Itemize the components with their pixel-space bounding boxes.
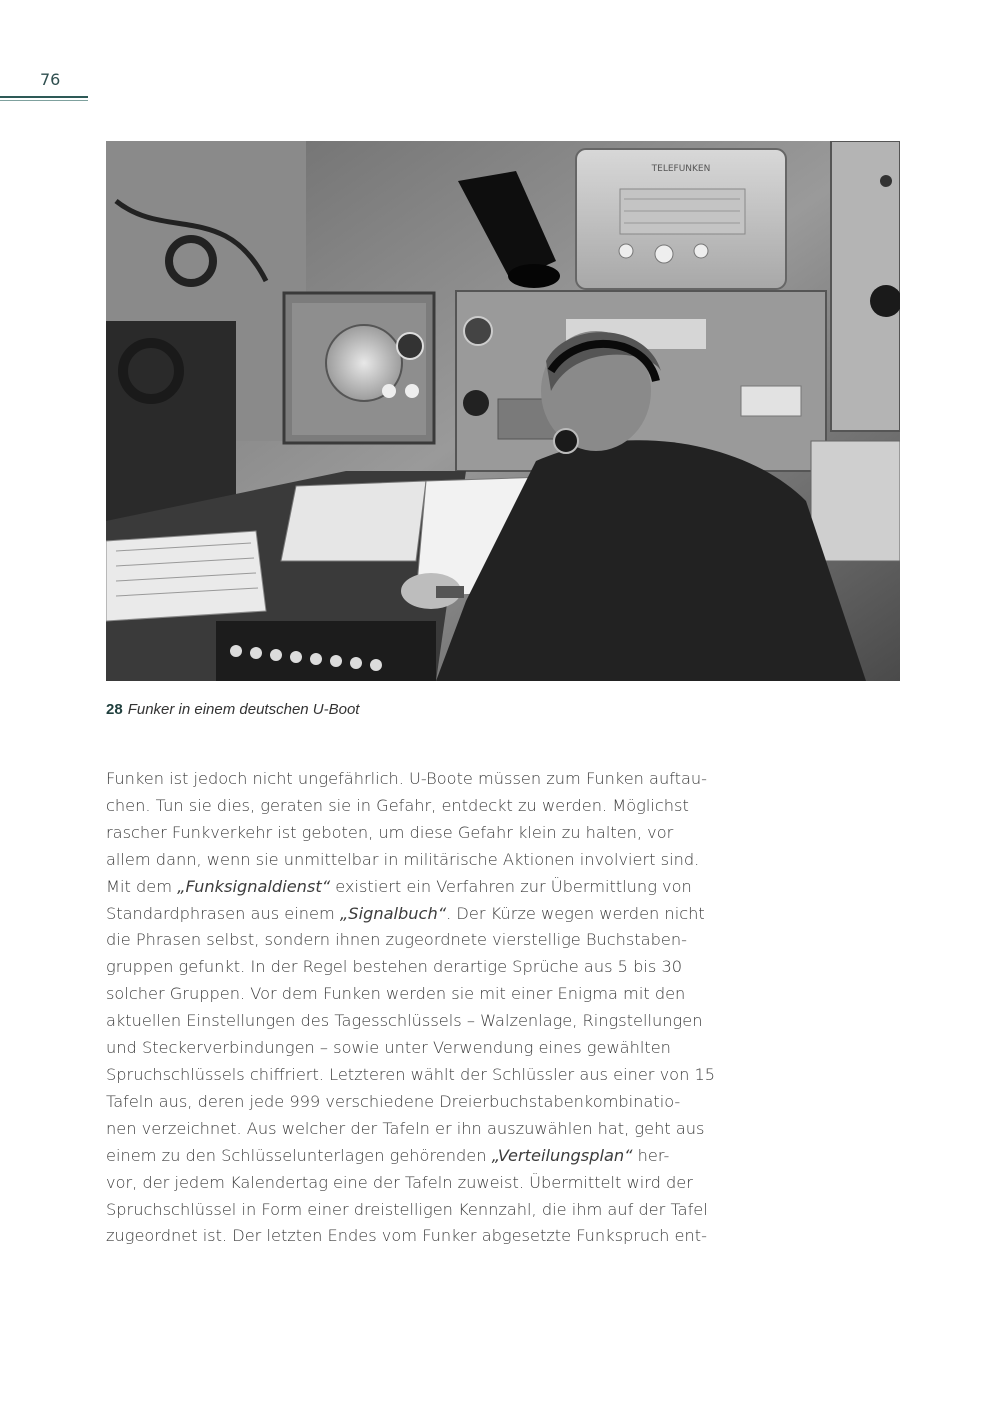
body-line [106,981,766,1008]
body-line [106,874,766,901]
body-text-segment: einem zu den Schlüsselunterlagen gehörenden [106,1145,492,1165]
body-text-segment: existiert ein Verfahren zur Übermittlung von [330,876,692,896]
body-text-segment: Mit dem [106,876,178,896]
body-text [106,766,766,1250]
body-line [106,1089,766,1116]
body-text-segment: nen verzeichnet. Aus welcher der Tafeln er ihn auszuwählen hat, geht aus [106,1118,705,1138]
body-line [106,954,766,981]
body-line [106,1197,766,1224]
body-line [106,1035,766,1062]
radio-brand-label: TELEFUNKEN [651,164,711,174]
body-line [106,793,766,820]
body-text-segment: solcher Gruppen. Vor dem Funken werden sie mit einer Enigma mit den [106,984,686,1004]
body-text-segment: chen. Tun sie dies, geraten sie in Gefahr, entdeckt zu werden. Möglichst [106,795,689,815]
body-text-segment: Spruchschlüssel in Form einer dreistelligen Kennzahl, die ihm auf der Tafel [106,1199,708,1219]
figure-caption [106,701,359,718]
figure-photo [106,141,900,681]
body-text-segment: her- [632,1145,670,1165]
body-text-segment: Spruchschlüssels chiffriert. Letzteren wählt der Schlüssler aus einer von 15 [106,1064,716,1084]
body-italic-term: „Funksignaldienst“ [177,876,331,896]
body-line [106,1008,766,1035]
figure-caption-text: Funker in einem deutschen U-Boot [127,701,360,718]
body-line [106,1062,766,1089]
body-text-segment: . Der Kürze wegen werden nicht [446,903,705,923]
body-line [106,847,766,874]
body-text-segment: Tafeln aus, deren jede 999 verschiedene Dreierbuchstabenkombinatio- [106,1091,681,1111]
body-text-segment: aktuellen Einstellungen des Tagesschlüssels – Walzenlage, Ringstellungen [106,1011,703,1031]
body-line [106,1170,766,1197]
body-text-segment: Funken ist jedoch nicht ungefährlich. U-Boote müssen zum Funken auftau- [106,769,708,788]
header-rule [0,96,88,98]
body-text-segment: gruppen gefunkt. In der Regel bestehen derartige Sprüche aus 5 bis 30 [106,957,683,977]
body-italic-term: „Signalbuch“ [339,903,447,923]
body-text-segment: zugeordnet ist. Der letzten Endes vom Funker abgesetzte Funkspruch ent- [106,1226,707,1246]
body-line [106,1116,766,1143]
figure-number: 28 [106,701,123,718]
body-text-segment: und Steckerverbindungen – sowie unter Verwendung eines gewählten [106,1038,671,1058]
body-line [106,820,766,847]
body-text-segment: vor, der jedem Kalendertag eine der Tafeln zuweist. Übermittelt wird der [106,1172,693,1192]
body-text-segment: die Phrasen selbst, sondern ihnen zugeordnete vierstellige Buchstaben- [106,930,687,950]
body-line [106,927,766,954]
body-line [106,766,766,793]
body-text-segment: rascher Funkverkehr ist geboten, um diese Gefahr klein zu halten, vor [106,822,674,842]
body-line [106,901,766,928]
body-line [106,1223,766,1250]
body-text-segment: Standardphrasen aus einem [106,903,340,923]
body-line [106,1143,766,1170]
page-number: 76 [40,70,61,89]
body-text-segment: allem dann, wenn sie unmittelbar in militärische Aktionen involviert sind. [106,849,700,869]
body-italic-term: „Verteilungsplan“ [491,1145,633,1165]
